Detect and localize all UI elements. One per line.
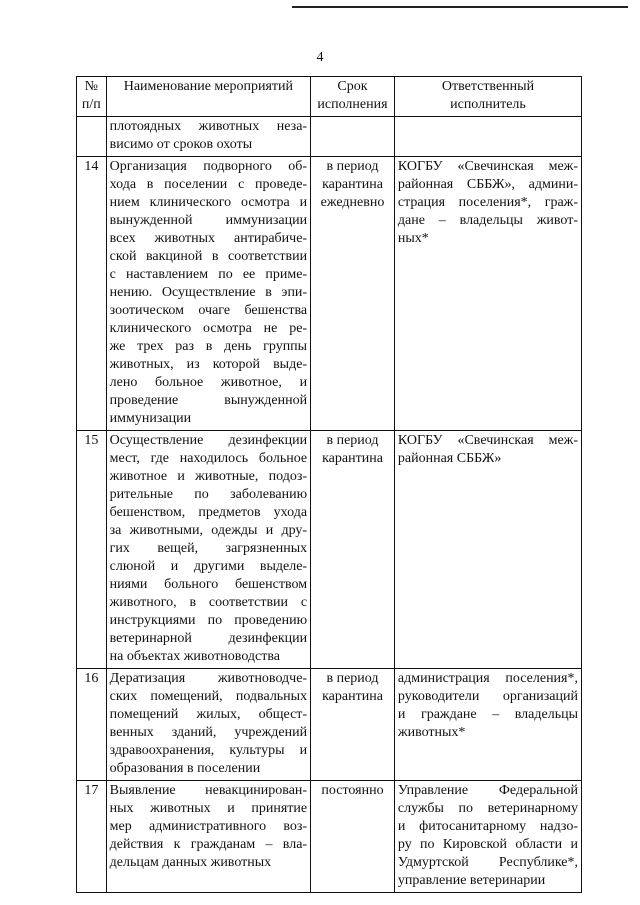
text-line: животных, из которой выде- xyxy=(109,357,308,372)
header-line: Срок xyxy=(337,79,368,94)
text-line: Выявление невакцинирован- xyxy=(109,783,308,798)
text-line: плотоядных животных неза- xyxy=(109,119,308,134)
table-row xyxy=(77,669,582,781)
text-line: же трех раз в день группы xyxy=(109,339,308,354)
header-line: исполнитель xyxy=(450,97,526,112)
text-line: мест, где находилось больное xyxy=(109,451,308,466)
header-responsible xyxy=(394,77,581,117)
text-line: вынужденной иммунизации xyxy=(109,213,308,228)
term-cell xyxy=(311,431,395,669)
text-line: Дератизация животноводче- xyxy=(109,671,308,686)
text-line: мер административного воз- xyxy=(109,819,308,834)
text-line: администрация поселения*, xyxy=(397,671,578,686)
row-number-cell: 16 xyxy=(77,669,107,781)
text-line: ветеринарной дезинфекции xyxy=(109,631,308,646)
text-line: ских помещений, подвальных xyxy=(109,689,308,704)
page-number: 4 xyxy=(316,50,324,65)
row-number-cell: 14 xyxy=(77,157,107,431)
text-line: в период xyxy=(326,159,379,174)
text-line: иммунизации xyxy=(109,411,192,426)
term-cell xyxy=(311,157,395,431)
text-line: карантина xyxy=(322,451,383,466)
measure-name-cell xyxy=(106,117,310,157)
header-line: Наименование мероприятий xyxy=(123,79,294,94)
row-number-cell: 15 xyxy=(77,431,107,669)
row-number-cell: 17 xyxy=(77,781,107,893)
measure-name-cell xyxy=(106,431,310,669)
responsible-cell xyxy=(394,117,581,157)
top-rule xyxy=(292,6,628,8)
text-line: всех животных антирабиче- xyxy=(109,231,308,246)
header-line: Ответственный xyxy=(441,79,535,94)
responsible-cell xyxy=(394,431,581,669)
header-number xyxy=(77,77,107,117)
text-line: образования в поселении xyxy=(109,761,261,776)
text-line: нению. Осуществление в эпи- xyxy=(109,285,308,300)
table-row xyxy=(77,157,582,431)
measures-table xyxy=(76,76,582,893)
text-line: КОГБУ «Свечинская меж- xyxy=(397,433,578,448)
text-line: ру по Кировской области и xyxy=(397,837,578,852)
text-line: районная СББЖ» xyxy=(397,451,502,466)
text-line: здравоохранения, культуры и xyxy=(109,743,308,758)
text-line: службы по ветеринарному xyxy=(397,801,578,816)
measure-name-cell xyxy=(106,781,310,893)
text-line: действия к гражданам – вла- xyxy=(109,837,308,852)
text-line: дельцам данных животных xyxy=(109,855,272,870)
text-line: и граждане – владельцы xyxy=(397,707,578,722)
text-line: ных животных и принятие xyxy=(109,801,308,816)
text-line: животных* xyxy=(397,725,466,740)
header-line: № xyxy=(84,79,98,94)
text-line: на объектах животноводства xyxy=(109,649,281,664)
text-line: управление ветеринарии xyxy=(397,873,546,888)
responsible-cell xyxy=(394,781,581,893)
responsible-cell xyxy=(394,157,581,431)
table-row xyxy=(77,431,582,669)
responsible-cell xyxy=(394,669,581,781)
text-line: ниями больного бешенством xyxy=(109,577,308,592)
text-line: слюной и другими выделе- xyxy=(109,559,308,574)
text-line: ных* xyxy=(397,231,429,246)
measure-name-cell xyxy=(106,669,310,781)
text-line: постоянно xyxy=(321,783,384,798)
table-row xyxy=(77,781,582,893)
term-cell xyxy=(311,781,395,893)
text-line: страция поселения*, граж- xyxy=(397,195,578,210)
text-line: и фитосанитарному надзо- xyxy=(397,819,578,834)
text-line: районная СББЖ», админи- xyxy=(397,177,578,192)
text-line: венных зданий, учреждений xyxy=(109,725,308,740)
text-line: в период xyxy=(326,433,379,448)
text-line: рительные по заболеванию xyxy=(109,487,308,502)
term-cell xyxy=(311,669,395,781)
text-line: хода в поселении с проведе- xyxy=(109,177,308,192)
text-line: с наставлением по ее приме- xyxy=(109,267,308,282)
header-measure-name xyxy=(106,77,310,117)
text-line: КОГБУ «Свечинская меж- xyxy=(397,159,578,174)
text-line: ской вакциной в соответствии xyxy=(109,249,308,264)
text-line: животное и животные, подоз- xyxy=(109,469,308,484)
term-cell xyxy=(311,117,395,157)
text-line: лено больное животное, и xyxy=(109,375,308,390)
row-number-cell xyxy=(77,117,107,157)
text-line: Организация подворного об- xyxy=(109,159,308,174)
table-row xyxy=(77,117,582,157)
text-line: Управление Федеральной xyxy=(397,783,578,798)
text-line: зоотическом очаге бешенства xyxy=(109,303,308,318)
text-line: за животными, одежды и дру- xyxy=(109,523,308,538)
text-line: карантина xyxy=(322,177,383,192)
table-header-row xyxy=(77,77,582,117)
measure-name-cell xyxy=(106,157,310,431)
header-term xyxy=(311,77,395,117)
header-line: п/п xyxy=(81,97,101,112)
text-line: проведение вынужденной xyxy=(109,393,308,408)
text-line: бешенством, предметов ухода xyxy=(109,505,308,520)
text-line: инструкциями по проведению xyxy=(109,613,308,628)
text-line: клинического осмотра не ре- xyxy=(109,321,308,336)
text-line: нием клинического осмотра и xyxy=(109,195,308,210)
text-line: дане – владельцы живот- xyxy=(397,213,578,228)
text-line: руководители организаций xyxy=(397,689,578,704)
text-line: помещений жилых, общест- xyxy=(109,707,308,722)
text-line: висимо от сроков охоты xyxy=(109,137,253,152)
table-body xyxy=(77,117,582,893)
text-line: в период xyxy=(326,671,379,686)
text-line: ежедневно xyxy=(320,195,385,210)
text-line: гих вещей, загрязненных xyxy=(109,541,308,556)
text-line: Осуществление дезинфекции xyxy=(109,433,308,448)
header-line: исполнения xyxy=(317,97,388,112)
text-line: Удмуртской Республике*, xyxy=(397,855,578,870)
text-line: карантина xyxy=(322,689,383,704)
text-line: животного, в соответствии с xyxy=(109,595,308,610)
